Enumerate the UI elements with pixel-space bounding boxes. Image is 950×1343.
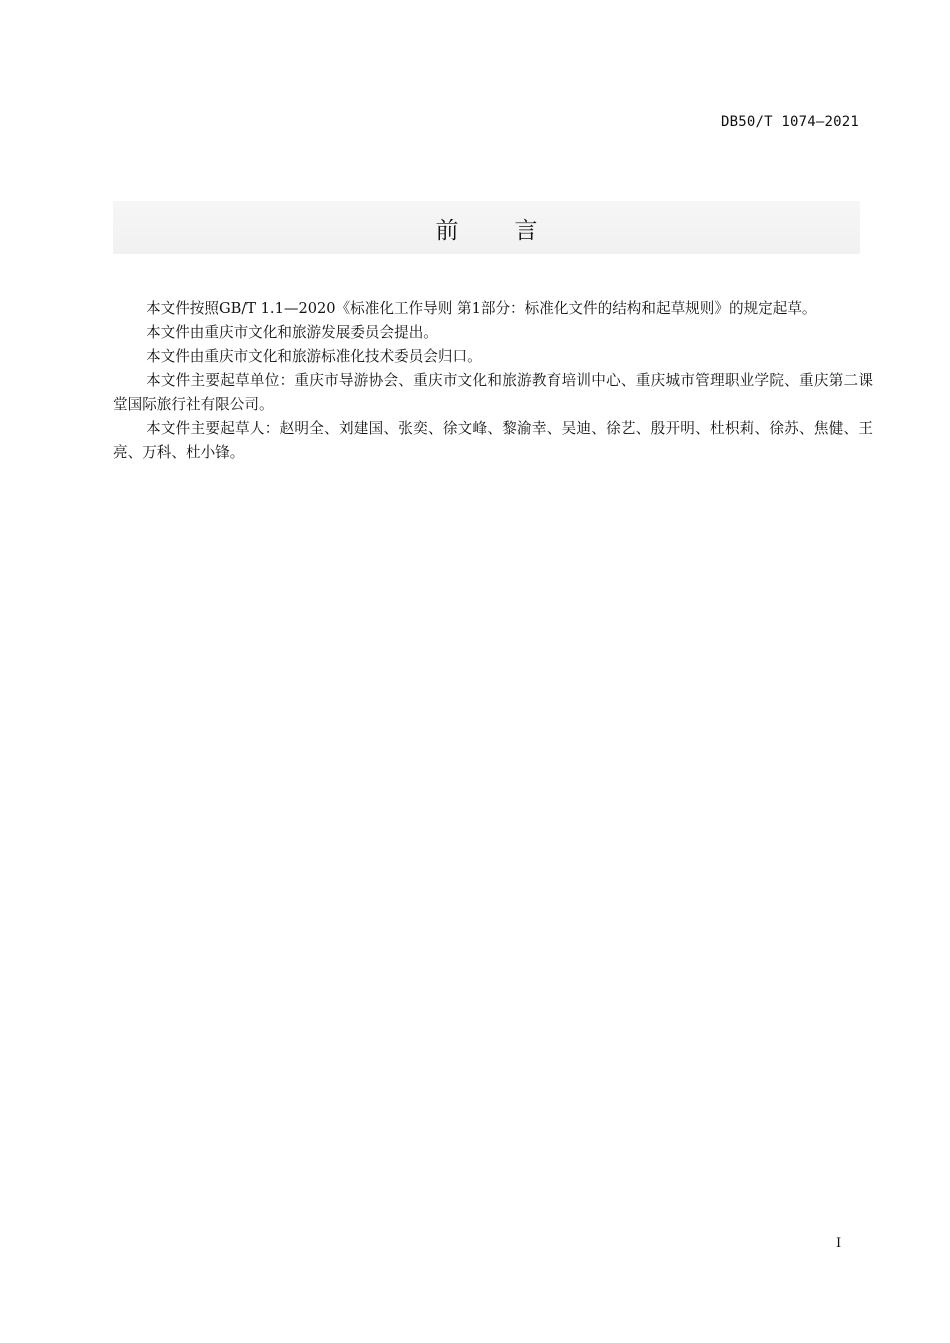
paragraph-centralized-unit: 本文件由重庆市文化和旅游标准化技术委员会归口。 [146,348,482,365]
preface-body [113,297,873,465]
paragraph-drafters: 本文件主要起草人：赵明全、刘建国、张奕、徐文峰、黎渝幸、吴迪、徐艺、殷开明、杜枳莉、徐苏、焦健、王亮、万科、杜小锋。 [113,420,873,461]
document-code: DB50/T 1074—2021 [720,114,859,130]
paragraph-proposer: 本文件由重庆市文化和旅游发展委员会提出。 [146,324,438,341]
page-title: 前言 [435,218,594,244]
paragraph-drafting-basis: 本文件按照GB/T 1.1—2020《标准化工作导则 第1部分：标准化文件的结构和起草规则》的规定起草。 [146,300,817,317]
page-number: I [836,1236,842,1251]
paragraph-drafting-units: 本文件主要起草单位：重庆市导游协会、重庆市文化和旅游教育培训中心、重庆城市管理职业学院、重庆第二课堂国际旅行社有限公司。 [113,372,873,413]
